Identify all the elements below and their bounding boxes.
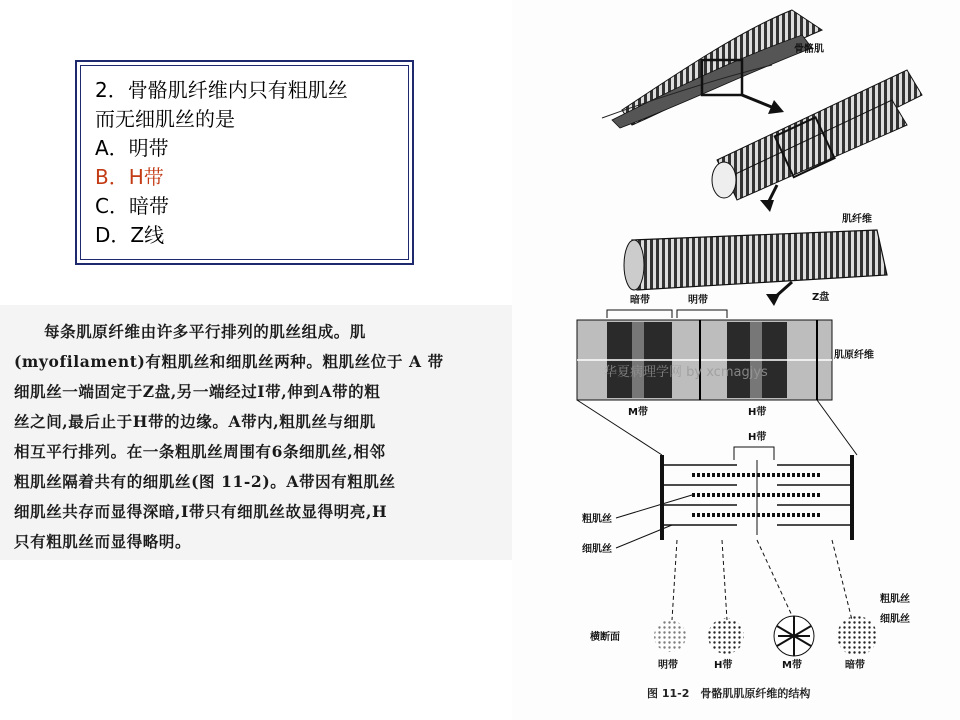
passage-text: [14, 317, 512, 557]
figure-illustration: [512, 0, 960, 720]
cross-sections: [654, 616, 877, 656]
textbook-passage: [0, 305, 512, 560]
passage-line: 相互平行排列。在一条粗肌丝周围有6条细肌丝,相邻: [14, 442, 386, 461]
muscle-fiber-cylinder: [624, 230, 887, 306]
muscle-structure-figure: [512, 0, 960, 720]
cross-section-dark-band: [837, 616, 877, 656]
question-title-line1: 2．骨骼肌纤维内只有粗肌丝: [95, 78, 348, 102]
option-c: C．暗带: [95, 194, 169, 218]
passage-line: 每条肌原纤维由许多平行排列的肌丝组成。肌: [44, 322, 367, 341]
sarcomere-diagram: [662, 430, 852, 540]
label-thick-filament-right: 粗肌丝: [880, 594, 910, 605]
label-xs-light: 明带: [658, 660, 678, 671]
label-xs-h: H带: [714, 660, 733, 671]
question-box: [75, 60, 414, 265]
label-m-band: M带: [628, 407, 648, 418]
label-dark-band: 暗带: [630, 295, 650, 306]
label-light-band: 明带: [688, 295, 708, 306]
option-a: A．明带: [95, 136, 169, 160]
label-z-disc: Z盘: [812, 292, 830, 303]
label-h-band: H带: [748, 407, 767, 418]
label-h-band-top: H带: [748, 432, 767, 443]
label-xs-dark: 暗带: [845, 660, 865, 671]
label-myofibril: 肌原纤维: [834, 350, 874, 361]
passage-line: 丝之间,最后止于H带的边缘。A带内,粗肌丝与细肌: [14, 412, 376, 431]
question-content: [80, 65, 409, 260]
label-thick-filament: 粗肌丝: [582, 514, 612, 525]
passage-line: 粗肌丝隔着共有的细肌丝(图 11-2)。A带因有粗肌丝: [14, 472, 396, 491]
passage-line: 细肌丝共存而显得深暗,I带只有细肌丝故显得明亮,H: [14, 502, 388, 521]
skeletal-muscle-drawing: [602, 10, 822, 128]
passage-line: 只有粗肌丝而显得略明。: [14, 532, 192, 551]
label-thin-filament-right: 细肌丝: [880, 614, 910, 625]
label-muscle-fiber: 肌纤维: [842, 214, 872, 225]
option-d: D．Z线: [95, 223, 165, 247]
cross-section-m-band: [774, 616, 814, 656]
watermark: 华夏病理学网 by xcmagjys: [604, 365, 768, 380]
label-xs-m: M带: [782, 660, 802, 671]
label-cross-section: 横断面: [590, 632, 620, 643]
muscle-fiber-bundle: [712, 70, 922, 212]
cross-section-light-band: [654, 620, 686, 652]
passage-line: (myofilament)有粗肌丝和细肌丝两种。粗肌丝位于 A 带: [14, 352, 444, 371]
myofibril-strip: [577, 320, 832, 400]
label-thin-filament: 细肌丝: [582, 544, 612, 555]
passage-line: 细肌丝一端固定于Z盘,另一端经过I带,伸到A带的粗: [14, 382, 381, 401]
cross-section-h-band: [708, 618, 744, 654]
figure-caption: 图 11-2 骨骼肌肌原纤维的结构: [647, 687, 811, 700]
label-skeletal-muscle: 骨骼肌: [794, 44, 824, 55]
question-title-line2: 而无细肌丝的是: [95, 107, 235, 131]
option-b-answer: B．H带: [95, 165, 164, 189]
